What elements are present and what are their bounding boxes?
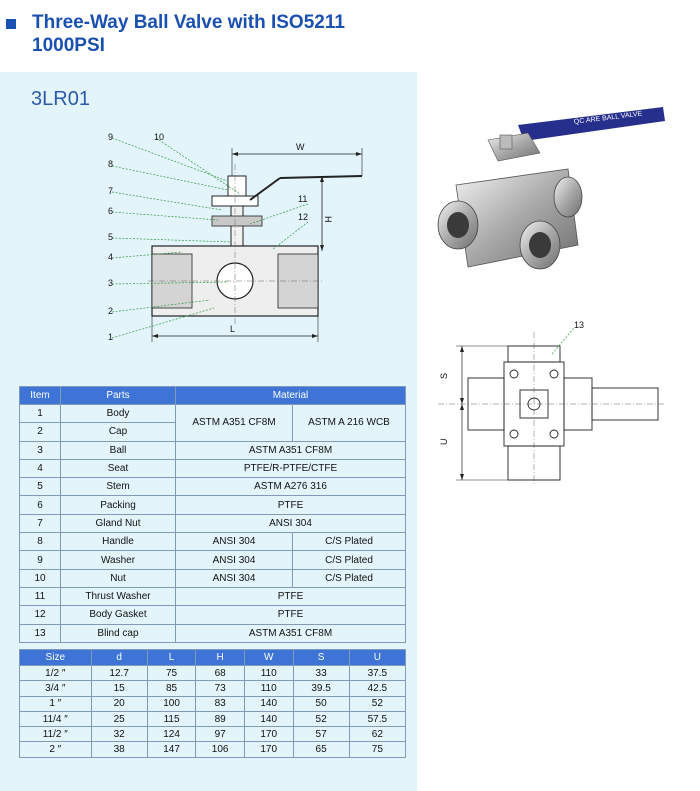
value-cell: 110 [244, 666, 293, 681]
material-cell: ANSI 304 [176, 569, 293, 587]
col-item: Item [20, 387, 61, 405]
table-row [20, 441, 406, 459]
material-cell: ANSI 304 [176, 551, 293, 569]
value-cell: 124 [147, 727, 196, 742]
callout-5: 5 [108, 232, 114, 242]
item-cell: 6 [20, 496, 61, 514]
value-cell: 89 [196, 711, 245, 726]
value-cell: 110 [244, 681, 293, 696]
size-cell: 3/4 ″ [20, 681, 92, 696]
callout-3: 3 [108, 278, 114, 288]
value-cell: 52 [293, 711, 349, 726]
value-cell: 147 [147, 742, 196, 757]
material-cell: PTFE [176, 496, 406, 514]
value-cell: 50 [293, 696, 349, 711]
cross-section-drawing [90, 124, 380, 349]
title-line-1: Three-Way Ball Valve with ISO5211 [32, 12, 345, 33]
part-cell: Stem [61, 478, 176, 496]
col-parts: Parts [61, 387, 176, 405]
material-cell: PTFE [176, 606, 406, 624]
part-cell: Washer [61, 551, 176, 569]
part-cell: Cap [61, 423, 176, 441]
part-cell: Ball [61, 441, 176, 459]
table-row [20, 681, 406, 696]
callout-13: 13 [574, 320, 585, 330]
callout-7: 7 [108, 186, 114, 196]
item-cell: 5 [20, 478, 61, 496]
part-cell: Seat [61, 459, 176, 477]
dimension-table [19, 649, 406, 758]
value-cell: 57.5 [349, 711, 405, 726]
callout-11: 11 [298, 194, 308, 204]
item-cell: 12 [20, 606, 61, 624]
value-cell: 83 [196, 696, 245, 711]
page-title [32, 11, 345, 57]
parts-header-row [20, 387, 406, 405]
title-bullet-icon [6, 19, 16, 29]
material-cell: PTFE/R-PTFE/CTFE [176, 459, 406, 477]
value-cell: 140 [244, 711, 293, 726]
material-cell: C/S Plated [293, 551, 406, 569]
item-cell: 4 [20, 459, 61, 477]
dim-s-label: S [439, 372, 449, 379]
size-cell: 11/4 ″ [20, 711, 92, 726]
value-cell: 52 [349, 696, 405, 711]
callout-4: 4 [108, 252, 114, 262]
value-cell: 65 [293, 742, 349, 757]
value-cell: 75 [147, 666, 196, 681]
size-cell: 2 ″ [20, 742, 92, 757]
value-cell: 25 [91, 711, 147, 726]
value-cell: 100 [147, 696, 196, 711]
value-cell: 42.5 [349, 681, 405, 696]
dim-l-label: L [230, 324, 236, 334]
value-cell: 140 [244, 696, 293, 711]
value-cell: 170 [244, 727, 293, 742]
table-row [20, 666, 406, 681]
material-cell: ASTM A351 CF8M [176, 441, 406, 459]
table-row [20, 587, 406, 605]
material-cell: C/S Plated [293, 569, 406, 587]
product-photo [428, 95, 668, 285]
dim-w-label: W [296, 142, 305, 152]
part-cell: Body [61, 405, 176, 423]
table-row [20, 405, 406, 423]
material-cell: ASTM A 216 WCB [293, 405, 406, 442]
value-cell: 170 [244, 742, 293, 757]
callout-10: 10 [154, 132, 165, 142]
value-cell: 38 [91, 742, 147, 757]
material-cell: ASTM A351 CF8M [176, 624, 406, 642]
size-cell: 1/2 ″ [20, 666, 92, 681]
material-cell: PTFE [176, 587, 406, 605]
model-number: 3LR01 [31, 88, 90, 110]
table-row [20, 533, 406, 551]
callout-6: 6 [108, 206, 114, 216]
parts-material-table [19, 386, 406, 643]
table-row [20, 742, 406, 757]
item-cell: 2 [20, 423, 61, 441]
callout-2: 2 [108, 306, 114, 316]
callout-1: 1 [108, 332, 114, 342]
part-cell: Gland Nut [61, 514, 176, 532]
item-cell: 13 [20, 624, 61, 642]
part-cell: Handle [61, 533, 176, 551]
value-cell: 15 [91, 681, 147, 696]
table-row [20, 459, 406, 477]
col-d: d [91, 650, 147, 666]
table-row [20, 696, 406, 711]
value-cell: 115 [147, 711, 196, 726]
dim-h-label: H [323, 216, 333, 223]
size-cell: 11/2 ″ [20, 727, 92, 742]
part-cell: Body Gasket [61, 606, 176, 624]
col-s: S [293, 650, 349, 666]
value-cell: 106 [196, 742, 245, 757]
item-cell: 1 [20, 405, 61, 423]
table-row [20, 569, 406, 587]
table-row [20, 711, 406, 726]
table-row [20, 496, 406, 514]
callout-12: 12 [298, 212, 309, 222]
col-h: H [196, 650, 245, 666]
col-size: Size [20, 650, 92, 666]
table-row [20, 606, 406, 624]
value-cell: 85 [147, 681, 196, 696]
item-cell: 10 [20, 569, 61, 587]
part-cell: Blind cap [61, 624, 176, 642]
part-cell: Thrust Washer [61, 587, 176, 605]
value-cell: 73 [196, 681, 245, 696]
material-cell: ASTM A351 CF8M [176, 405, 293, 442]
item-cell: 11 [20, 587, 61, 605]
table-row [20, 478, 406, 496]
table-row [20, 551, 406, 569]
table-row [20, 624, 406, 642]
material-cell: ASTM A276 316 [176, 478, 406, 496]
dim-u-label: U [439, 438, 449, 445]
item-cell: 3 [20, 441, 61, 459]
value-cell: 12.7 [91, 666, 147, 681]
table-row [20, 727, 406, 742]
item-cell: 7 [20, 514, 61, 532]
col-material: Material [176, 387, 406, 405]
value-cell: 32 [91, 727, 147, 742]
value-cell: 39.5 [293, 681, 349, 696]
callout-9: 9 [108, 132, 114, 142]
value-cell: 20 [91, 696, 147, 711]
value-cell: 62 [349, 727, 405, 742]
col-u: U [349, 650, 405, 666]
size-header-row [20, 650, 406, 666]
value-cell: 97 [196, 727, 245, 742]
part-cell: Nut [61, 569, 176, 587]
valve-handle [518, 107, 665, 141]
handle-label: QC ARE BALL VALVE [573, 110, 643, 126]
col-l: L [147, 650, 196, 666]
material-cell: C/S Plated [293, 533, 406, 551]
material-cell: ANSI 304 [176, 533, 293, 551]
table-row [20, 514, 406, 532]
item-cell: 9 [20, 551, 61, 569]
callout-8: 8 [108, 159, 114, 169]
bottom-view-drawing [428, 318, 668, 488]
value-cell: 75 [349, 742, 405, 757]
value-cell: 33 [293, 666, 349, 681]
size-cell: 1 ″ [20, 696, 92, 711]
title-line-2: 1000PSI [32, 35, 105, 56]
part-cell: Packing [61, 496, 176, 514]
material-cell: ANSI 304 [176, 514, 406, 532]
value-cell: 57 [293, 727, 349, 742]
item-cell: 8 [20, 533, 61, 551]
value-cell: 68 [196, 666, 245, 681]
value-cell: 37.5 [349, 666, 405, 681]
col-w: W [244, 650, 293, 666]
